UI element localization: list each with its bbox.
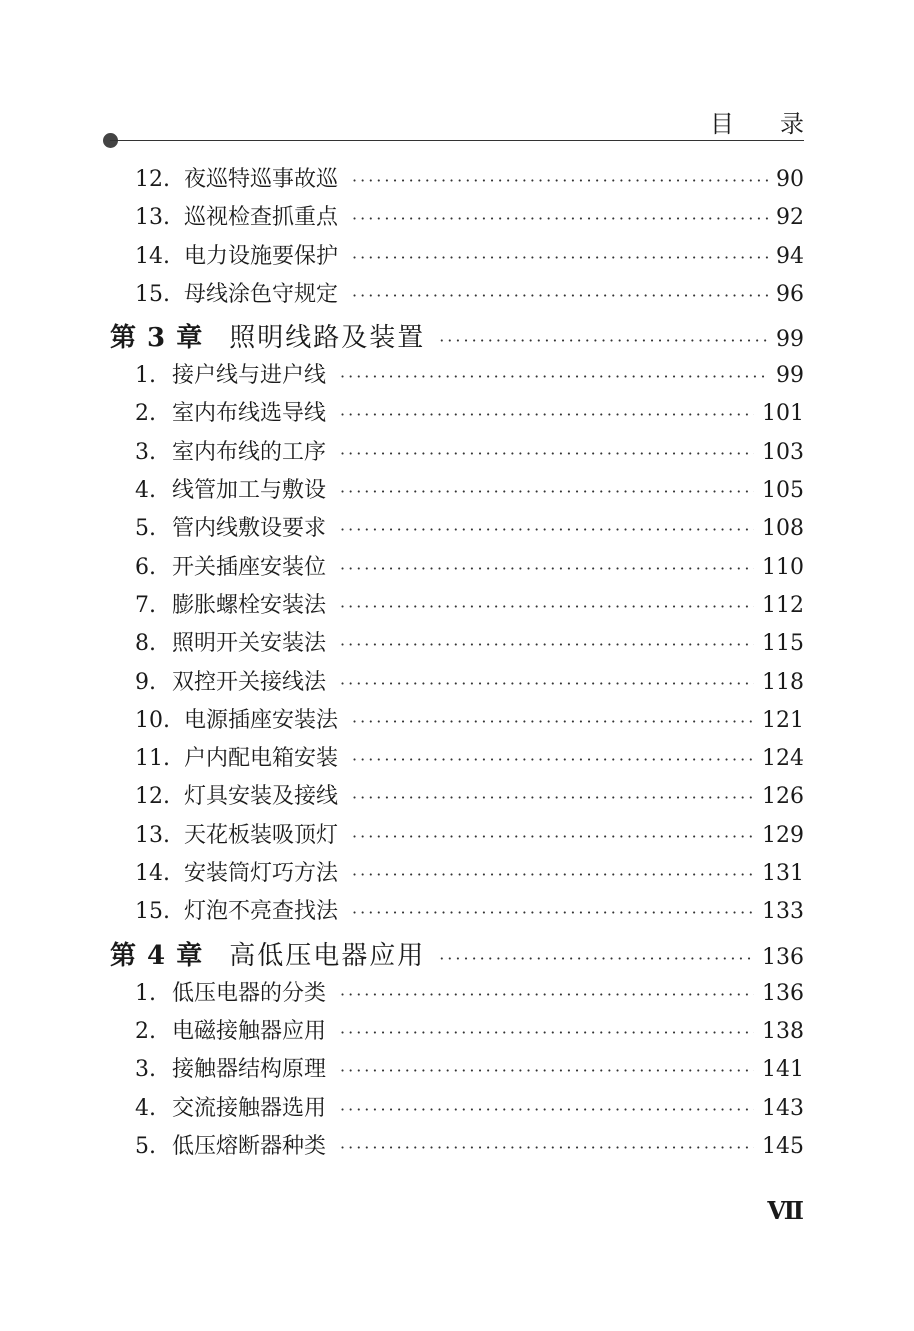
- page-ref: 129: [762, 822, 804, 848]
- toc-chapter-row[interactable]: [110, 317, 804, 358]
- item-name: 双控开关接线法: [172, 669, 327, 695]
- toc-item-row[interactable]: [110, 200, 804, 238]
- page-ref: 136: [762, 944, 804, 970]
- leader-dots: [340, 559, 754, 578]
- item-number: 9.: [135, 669, 156, 695]
- item-title: [135, 473, 326, 504]
- item-name: 户内配电箱安装: [184, 746, 339, 772]
- item-title: [135, 703, 338, 734]
- toc-item-row[interactable]: [110, 894, 804, 932]
- item-title: [135, 779, 338, 810]
- item-number: 10.: [135, 707, 170, 733]
- item-title: [135, 1014, 326, 1045]
- leader-dots: [340, 1061, 754, 1080]
- item-number: 2.: [135, 401, 156, 427]
- page-ref: 124: [762, 746, 804, 772]
- page-ref: 112: [762, 592, 804, 618]
- item-number: 14.: [135, 861, 170, 887]
- item-name: 室内布线选导线: [172, 401, 327, 427]
- toc-item-row[interactable]: [110, 358, 804, 396]
- page-ref: 110: [762, 554, 804, 580]
- leader-dots: [340, 635, 754, 654]
- leader-dots: [352, 750, 754, 769]
- toc-item-row[interactable]: [110, 473, 804, 511]
- item-name: 灯泡不亮查找法: [184, 899, 339, 925]
- item-number: 6.: [135, 554, 156, 580]
- item-title: [135, 435, 326, 466]
- item-name: 照明开关安装法: [172, 631, 327, 657]
- item-number: 13.: [135, 822, 170, 848]
- item-title: [135, 894, 338, 925]
- item-title: [135, 277, 338, 308]
- item-name: 低压电器的分类: [172, 980, 327, 1006]
- item-name: 巡视检查抓重点: [184, 205, 339, 231]
- item-title: [135, 239, 338, 270]
- item-name: 接触器结构原理: [172, 1057, 327, 1083]
- item-title: [135, 626, 326, 657]
- leader-dots: [340, 405, 754, 424]
- table-of-contents: [110, 162, 804, 1167]
- item-number: 5.: [135, 1133, 156, 1159]
- toc-item-row[interactable]: [110, 550, 804, 588]
- toc-item-row[interactable]: [110, 162, 804, 200]
- item-number: 4.: [135, 478, 156, 504]
- item-title: [135, 200, 338, 231]
- page-ref: 115: [762, 631, 804, 657]
- item-title: [135, 1129, 326, 1160]
- item-number: 3.: [135, 439, 156, 465]
- item-title: [135, 856, 338, 887]
- page-ref: 105: [762, 478, 804, 504]
- item-name: 母线涂色守规定: [184, 281, 339, 307]
- item-name: 接户线与进户线: [172, 363, 327, 389]
- page-ref: 126: [762, 784, 804, 810]
- leader-dots: [352, 171, 768, 190]
- item-number: 5.: [135, 516, 156, 542]
- item-name: 电源插座安装法: [184, 707, 339, 733]
- leader-dots: [352, 827, 754, 846]
- item-name: 线管加工与敷设: [172, 478, 327, 504]
- toc-item-row[interactable]: [110, 1129, 804, 1167]
- header-rule: [110, 140, 804, 141]
- page-ref: 138: [762, 1018, 804, 1044]
- leader-dots: [352, 248, 768, 267]
- toc-chapter-row[interactable]: [110, 935, 804, 976]
- page-ref: 101: [762, 401, 804, 427]
- item-name: 电力设施要保护: [184, 243, 339, 269]
- item-number: 8.: [135, 631, 156, 657]
- chapter-name: 照明线路及装置: [229, 323, 426, 354]
- item-name: 电磁接触器应用: [172, 1018, 327, 1044]
- item-number: 1.: [135, 363, 156, 389]
- item-title: [135, 976, 326, 1007]
- item-name: 夜巡特巡事故巡: [184, 167, 339, 192]
- item-number: 7.: [135, 592, 156, 618]
- leader-dots: [340, 1138, 754, 1157]
- leader-dots: [352, 903, 754, 922]
- page-ref: 121: [762, 707, 804, 733]
- item-name: 交流接触器选用: [172, 1095, 327, 1121]
- toc-item-row[interactable]: [110, 818, 804, 856]
- leader-dots: [340, 985, 754, 1004]
- item-title: [135, 550, 326, 581]
- item-number: 13.: [135, 205, 170, 231]
- toc-item-row[interactable]: [110, 396, 804, 434]
- leader-dots: [340, 520, 754, 539]
- toc-item-row[interactable]: [110, 277, 804, 315]
- chapter-number: 第 3 章: [110, 323, 204, 354]
- page-ref: 99: [776, 363, 804, 389]
- chapter-name: 高低压电器应用: [229, 940, 426, 971]
- item-number: 4.: [135, 1095, 156, 1121]
- page-ref: 99: [776, 327, 804, 353]
- page-ref: 141: [762, 1057, 804, 1083]
- page-ref: 96: [776, 281, 804, 307]
- page-ref: 118: [762, 669, 804, 695]
- item-name: 天花板装吸顶灯: [184, 822, 339, 848]
- leader-dots: [340, 674, 754, 693]
- chapter-number: 第 4 章: [110, 940, 204, 971]
- leader-dots: [352, 712, 754, 731]
- page-ref: 131: [762, 861, 804, 887]
- toc-item-row[interactable]: [110, 976, 804, 1014]
- toc-item-row[interactable]: [110, 665, 804, 703]
- chapter-title: [110, 317, 425, 354]
- item-name: 室内布线的工序: [172, 439, 327, 465]
- toc-item-row[interactable]: [110, 856, 804, 894]
- leader-dots: [340, 1023, 754, 1042]
- toc-item-row[interactable]: [110, 1014, 804, 1052]
- item-name: 低压熔断器种类: [172, 1133, 327, 1159]
- item-number: 14.: [135, 243, 170, 269]
- toc-item-row[interactable]: [110, 435, 804, 473]
- item-title: [135, 588, 326, 619]
- page-ref: 143: [762, 1095, 804, 1121]
- leader-dots: [439, 331, 768, 350]
- toc-item-row[interactable]: [110, 703, 804, 741]
- page-ref: 92: [776, 205, 804, 231]
- item-title: [135, 162, 338, 193]
- item-title: [135, 1052, 326, 1083]
- chapter-title: [110, 935, 425, 972]
- toc-item-row[interactable]: [110, 239, 804, 277]
- page-ref: 103: [762, 439, 804, 465]
- leader-dots: [340, 1100, 754, 1119]
- item-name: 安装筒灯巧方法: [184, 861, 339, 887]
- item-title: [135, 741, 338, 772]
- item-name: 膨胀螺栓安装法: [172, 592, 327, 618]
- item-number: 1.: [135, 980, 156, 1006]
- page-ref: 90: [776, 167, 804, 192]
- header-title: 目录: [710, 110, 850, 138]
- item-title: [135, 665, 326, 696]
- item-name: 管内线敷设要求: [172, 516, 327, 542]
- leader-dots: [340, 444, 754, 463]
- page-ref: 94: [776, 243, 804, 269]
- leader-dots: [352, 286, 768, 305]
- item-number: 11.: [135, 746, 170, 772]
- leader-dots: [340, 367, 768, 386]
- page-ref: 145: [762, 1133, 804, 1159]
- leader-dots: [340, 482, 754, 501]
- toc-item-row[interactable]: [110, 588, 804, 626]
- item-number: 15.: [135, 281, 170, 307]
- toc-item-row[interactable]: [110, 1052, 804, 1090]
- item-name: 开关插座安装位: [172, 554, 327, 580]
- leader-dots: [352, 865, 754, 884]
- toc-item-row[interactable]: [110, 511, 804, 549]
- item-number: 3.: [135, 1057, 156, 1083]
- toc-item-row[interactable]: [110, 741, 804, 779]
- toc-item-row[interactable]: [110, 626, 804, 664]
- leader-dots: [352, 209, 768, 228]
- page-number: Ⅶ: [767, 1196, 804, 1225]
- leader-dots: [340, 597, 754, 616]
- item-number: 15.: [135, 899, 170, 925]
- item-title: [135, 396, 326, 427]
- toc-item-row[interactable]: [110, 1091, 804, 1129]
- leader-dots: [352, 788, 754, 807]
- item-title: [135, 511, 326, 542]
- item-name: 灯具安装及接线: [184, 784, 339, 810]
- page-ref: 136: [762, 980, 804, 1006]
- page-ref: 133: [762, 899, 804, 925]
- item-title: [135, 358, 326, 389]
- toc-item-row[interactable]: [110, 779, 804, 817]
- item-number: 2.: [135, 1018, 156, 1044]
- item-number: 12.: [135, 167, 170, 192]
- item-number: 12.: [135, 784, 170, 810]
- item-title: [135, 1091, 326, 1122]
- page-ref: 108: [762, 516, 804, 542]
- item-title: [135, 818, 338, 849]
- leader-dots: [439, 949, 754, 968]
